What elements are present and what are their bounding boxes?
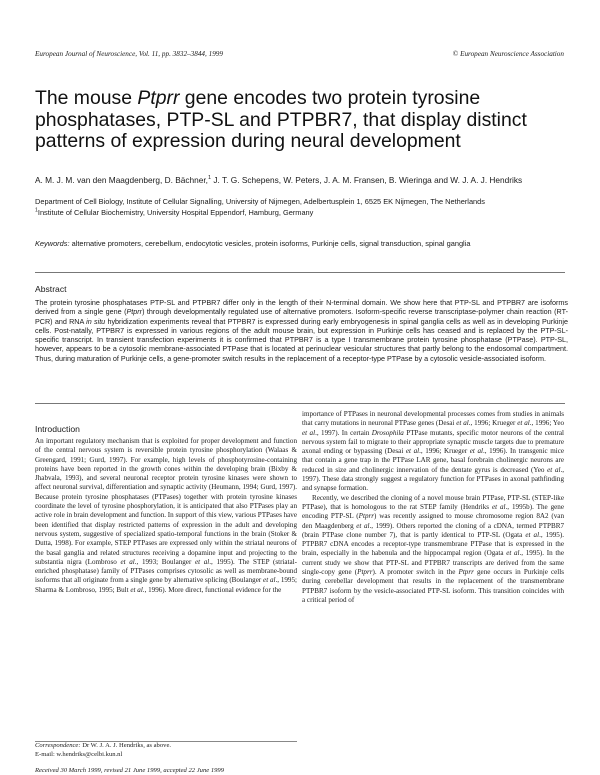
affiliation-primary: Department of Cell Biology, Institute of Cellular Signalling, University of Nijmegen, Adelbertusplein 1, 6525 EK Nijmegen, The Netherlands: [35, 197, 485, 206]
affiliations: [35, 197, 570, 218]
correspondence-label: Correspondence:: [35, 742, 81, 749]
correspondence-text: Dr W. J. A. J. Hendriks, as above.: [80, 742, 172, 749]
abstract-body: The protein tyrosine phosphatases PTP-SL and PTPBR7 differ only in the length of their N-terminal domain. We show here that PTP-SL and PTPBR7 are isoforms derived from a single gene (Ptprr) through developmentally regulated use of alternative promoters. Isoform-specific reverse transcriptase-polymer chain reaction (RT-PCR) and RNA in situ hybridization experiments reveal that PTPBR7 is expressed during early embryogenesis in spinal ganglia cells as well as in developing Purkinje cells. Post-natally, PTPBR7 is expressed in various regions of the adult mouse brain, but expression in Purkinje cells has ceased and is replaced by the PTP-SL-specific transcript. In transient transfection experiments it is confirmed that PTPBR7 is a type I transmembrane protein tyrosine phosphatase (PTPase). PTP-SL, however, appears to be a cytosolic membrane-associated PTPase that is located at perinuclear vesicular structures that partly belong to the endosomal compartment. Thus, during maturation of Purkinje cells, a gene-promoter switch results in the replacement of a receptor-type PTPase by a cytosolic vesicle-associated isoform.: [35, 298, 568, 363]
paragraph: importance of PTPases in neuronal developmental processes comes from studies in animals that carry mutations in neuronal PTPase genes (Desai et al., 1996; Krueger et al., 1996; Yeo et al., 1997). In certain Drosophila PTPase mutants, specific motor neurons of the central nervous system fail to migrate to their appropriate synaptic muscle targets due to premature axonal ending or bypassing (Desai et al., 1996; Krueger et al., 1996). In transgenic mice that contain a gene trap in the PTPase LAR gene, basal forebrain cholinergic neurons are reduced in size and cholinergic innervation of the dentate gyrus is decreased (Yeo et al., 1997). These data strongly suggest a regulatory function for PTPases in axonal pathfinding and synapse formation.: [302, 410, 564, 493]
correspondence: [35, 742, 297, 759]
affiliation-secondary: $^1$Institute of Cellular Biochemistry, University Hospital Eppendorf, Hamburg, Germany: [35, 207, 314, 217]
keywords-label: Keywords:: [35, 239, 70, 248]
introduction-heading: Introduction: [35, 424, 80, 434]
abstract-heading: Abstract: [35, 284, 67, 294]
keywords-text: alternative promoters, cerebellum, endocytotic vesicles, protein isoforms, Purkinje cells, signal transduction, spinal ganglia: [69, 239, 471, 248]
divider: [35, 272, 565, 273]
paragraph: An important regulatory mechanism that is exploited for proper development and function of the central nervous system is reversible protein tyrosine phosphorylation (Walaas & Greengard, 1991; Gurd, 1997). For example, high levels of phosphotyrosine-containing proteins have been reported in the growth cones within the developing brain (Bixby & Jhabvala, 1993), and several neuronal receptor protein tyrosine kinases were shown to affect neuronal survival, differentiation and synaptic activity (Heumann, 1994; Gurd, 1997). Because protein tyrosine phosphatases (PTPases) together with protein tyrosine kinases coordinate the level of tyrosine phosphorylation, it is anticipated that also PTPases play an active role in brain development and function. In support of this view, various PTPases have been identified that display restricted patterns of expression in the adult and developing nervous system, suggestive of specialized spatio-temporal functions in the brain (Stoker & Dutta, 1998). For example, STEP PTPases are expressed only within the striatal neurons of the basal ganglia and related structures receiving a dopamine input and projecting to the substantia nigra (Lombroso et al., 1993; Boulanger et al., 1995). The STEP (striatal-enriched phosphatase) family of PTPases comprises cytosolic as well as membrane-bound isoforms that all originate from a single gene by alternative splicing (Boulanger et al., 1995; Sharma & Lombroso, 1995; Bult et al., 1996). More direct, functional evidence for the: [35, 437, 297, 594]
running-header: [35, 50, 564, 62]
author-affiliation-mark: 1: [207, 175, 212, 182]
paragraph: Recently, we described the cloning of a novel mouse brain PTPase, PTP-SL (STEP-like PTPase), that is homologous to the rat STEP family (Hendriks et al., 1995b). The gene encoding PTP-SL (Ptprr) was recently assigned to mouse chromosome region 8A2 (van den Maagdenberg et al., 1999). Others reported the cloning of a cDNA, termed PTPBR7 (brain PTPase clone number 7), that is partly identical to PTP-SL (Ogata et al., 1995). PTPBR7 cDNA encodes a receptor-type transmembrane PTPase that is expressed in the brain, especially in the habenula and the hippocampal region (Ogata et al., 1995). In the current study we show that PTP-SL and PTPBR7 transcripts are derived from the same single-copy gene (Ptprr). A promoter switch in the Ptprr gene occurs in Purkinje cells during cerebellar development that results in the replacement of the transmembrane PTPBR7 isoform by the vesicle-associated PTP-SL isoform. This transition coincides with a critical period of: [302, 493, 564, 604]
received-dates: Received 30 March 1999, revised 21 June 1999, accepted 22 June 1999: [35, 767, 225, 774]
society-copyright: [453, 50, 564, 58]
society-name: European Neuroscience Association: [460, 50, 564, 58]
divider: [35, 403, 565, 404]
keywords: [35, 239, 570, 250]
journal-citation: European Journal of Neuroscience, Vol. 11, pp. 3832–3844, 1999: [35, 50, 223, 58]
correspondence-email: E-mail: w.hendriks@celbi.kun.nl: [35, 750, 123, 758]
article-title: The mouse Ptprr gene encodes two protein tyrosine phosphatases, PTP-SL and PTPBR7, that display distinct patterns of expression during neural development: [35, 87, 527, 152]
author-list: A. M. J. M. van den Maagdenberg, D. Bächner,$^1$ J. T. G. Schepens, W. Peters, J. A. M. Fransen, B. Wieringa and W. J. A. J. Hendriks: [35, 175, 523, 185]
copyright-symbol: ©: [452, 50, 459, 58]
introduction-column-right: [302, 410, 564, 772]
introduction-column-left: [35, 437, 297, 663]
title-gene-name: Ptprr: [137, 87, 180, 109]
